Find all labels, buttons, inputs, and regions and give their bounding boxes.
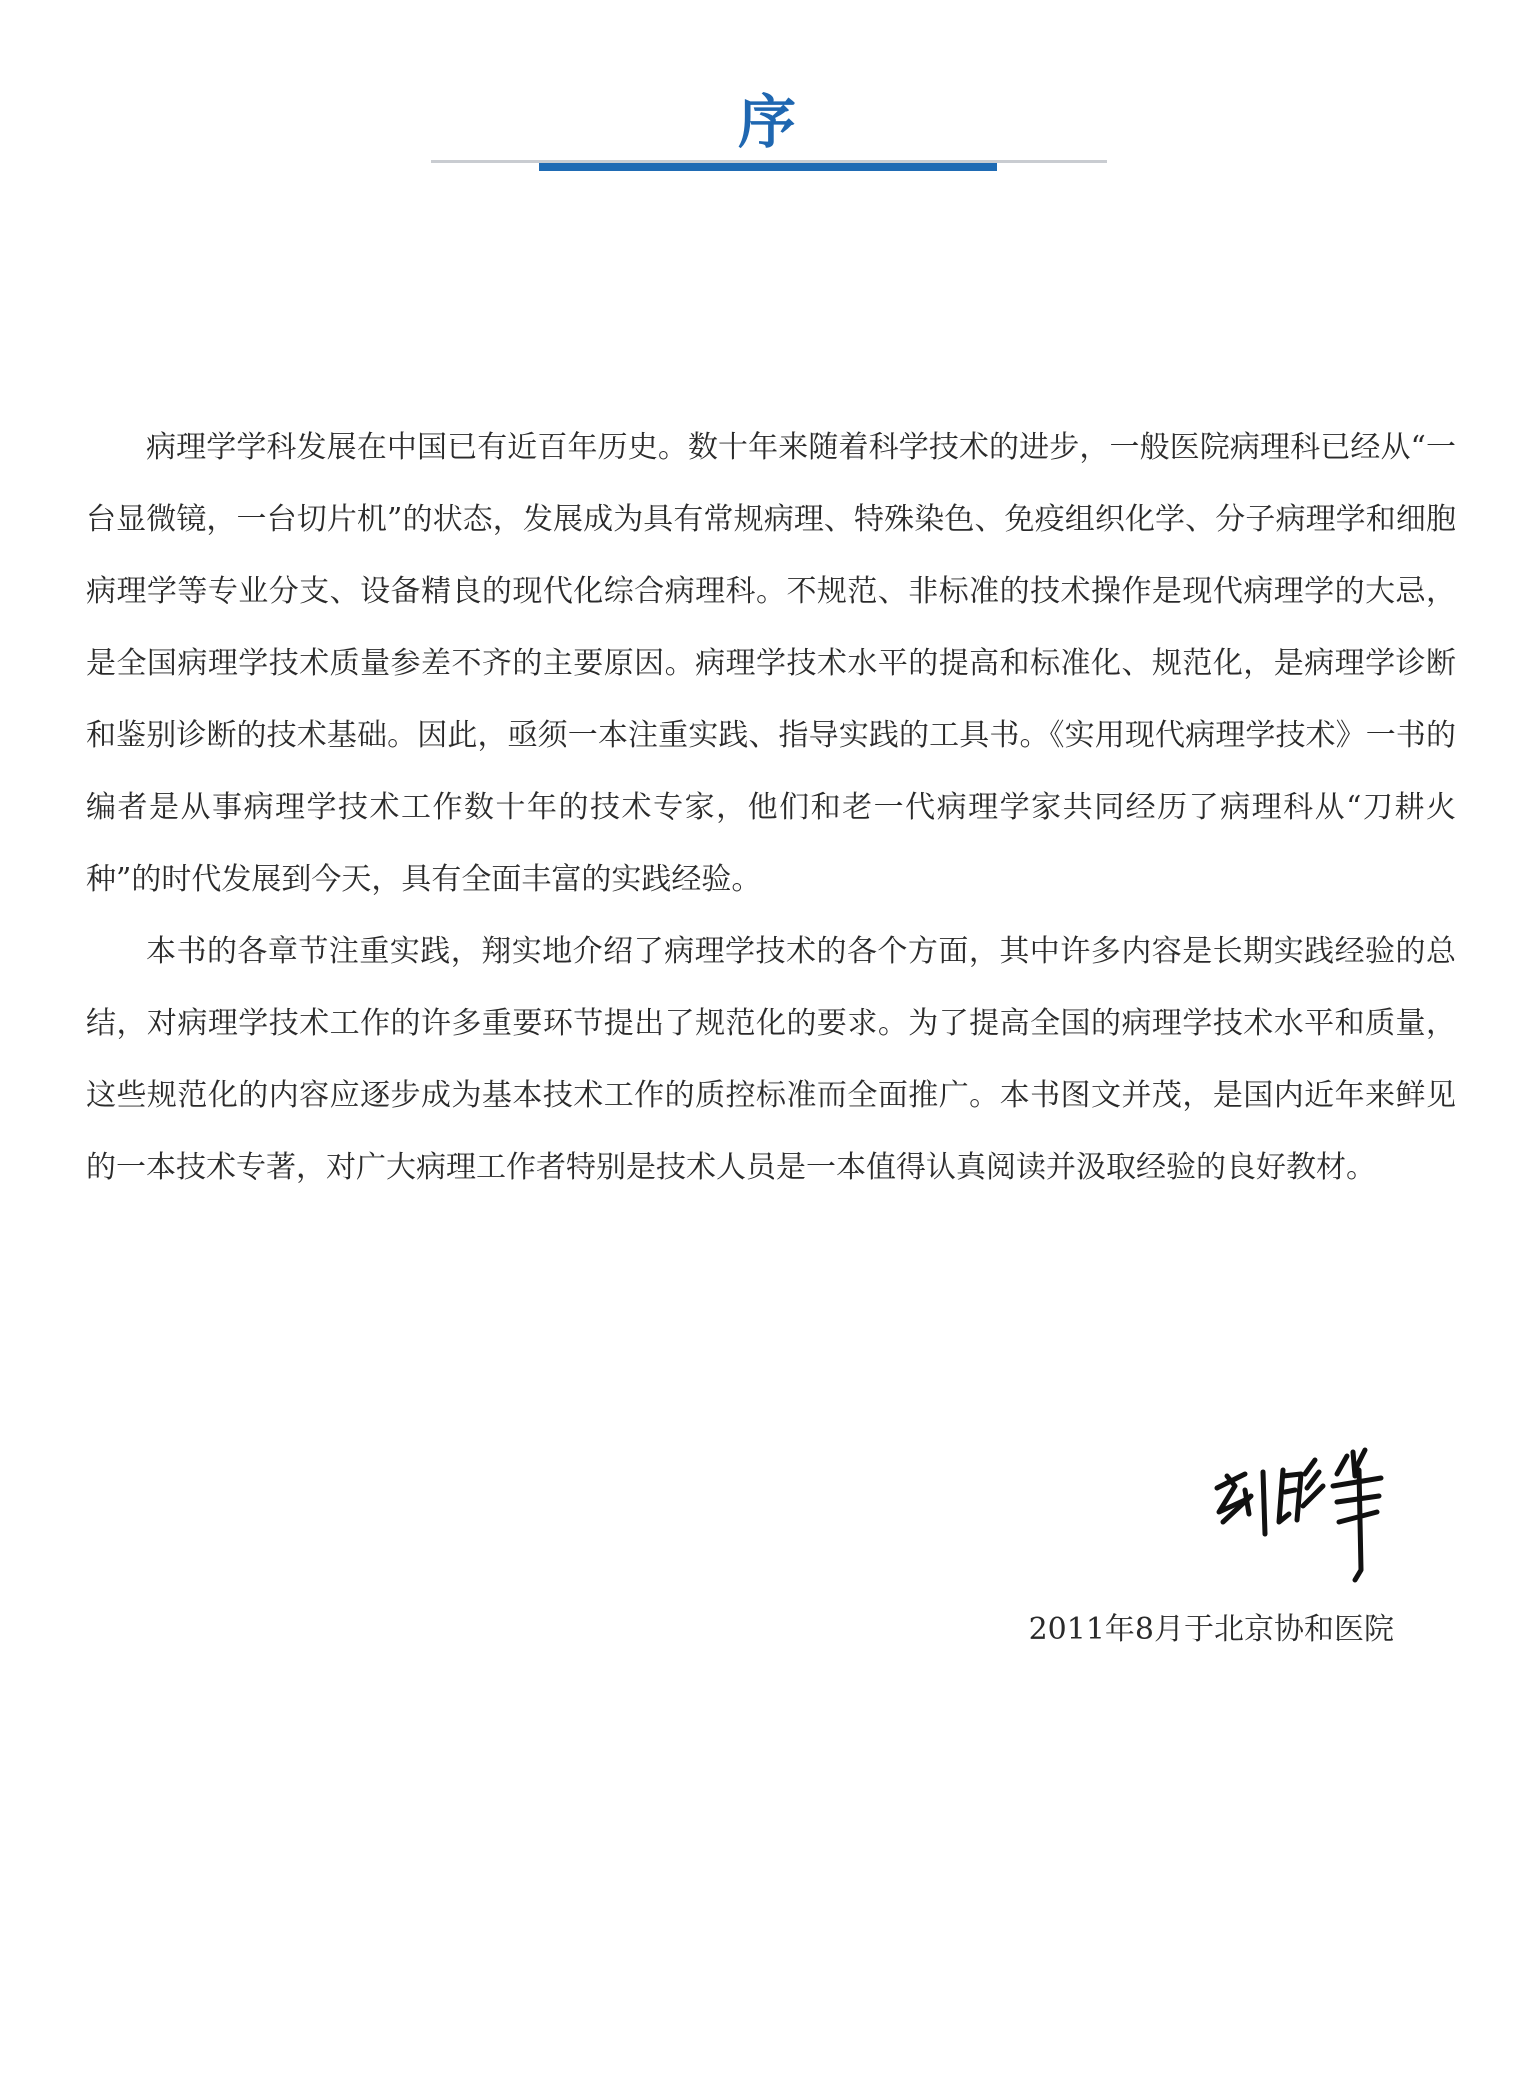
handwritten-signature — [1205, 1430, 1405, 1600]
paragraph-2: 本书的各章节注重实践，翔实地介绍了病理学技术的各个方面，其中许多内容是长期实践经验的总结，对病理学技术工作的许多重要环节提出了规范化的要求。为了提高全国的病理学技术水平和质量，这些规范化的内容应逐步成为基本技术工作的质控标准而全面推广。本书图文并茂，是国内近年来鲜见的一本技术专著，对广大病理工作者特别是技术人员是一本值得认真阅读并汲取经验的良好教材。 — [86, 934, 1456, 1185]
paragraph-1: 病理学学科发展在中国已有近百年历史。数十年来随着科学技术的进步，一般医院病理科已经从“一台显微镜，一台切片机”的状态，发展成为具有常规病理、特殊染色、免疫组织化学、分子病理学和细胞病理学等专业分支、设备精良的现代化综合病理科。不规范、非标准的技术操作是现代病理学的大忌，是全国病理学技术质量参差不齐的主要原因。病理学技术水平的提高和标准化、规范化，是病理学诊断和鉴别诊断的技术基础。因此，亟须一本注重实践、指导实践的工具书。《实用现代病理学技术》一书的编者是从事病理学技术工作数十年的技术专家，他们和老一代病理学家共同经历了病理科从“刀耕火种”的时代发展到今天，具有全面丰富的实践经验。 — [86, 430, 1456, 897]
dateline: 2011年8月于北京协和医院 — [1028, 1612, 1394, 1647]
title-accent-bar — [539, 163, 997, 171]
signature-icon — [1205, 1430, 1405, 1600]
preface-body — [86, 412, 1456, 1204]
page-title: 序 — [737, 88, 798, 156]
